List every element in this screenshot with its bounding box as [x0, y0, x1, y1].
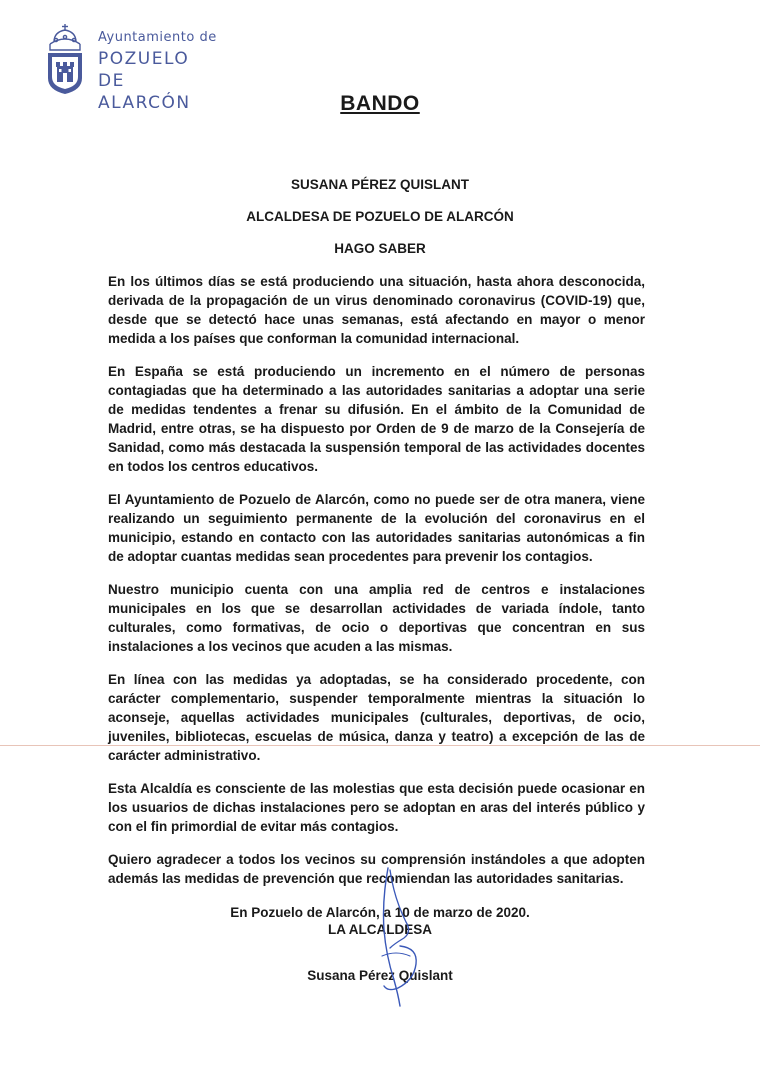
paragraph: El Ayuntamiento de Pozuelo de Alarcón, como no puede ser de otra manera, viene realizando un seguimiento permanente de la evolución del coronavirus en el municipio, estando en contacto con las autoridades sanitarias autonómicas a fin de adoptar cuantas medidas sean procedentes para prevenir los contagios.	[108, 492, 645, 564]
signer-title: LA ALCALDESA	[328, 922, 432, 937]
document-body	[108, 272, 645, 902]
paragraph: En España se está produciendo un incremento en el número de personas contagiadas que ha determinado a las autoridades sanitarias a adoptar una serie de medidas tendentes a frenar su difusión. En el ámbito de la Comunidad de Madrid, entre otras, se ha dispuesto por Orden de 9 de marzo de la Consejería de Sanidad, como más destacada la suspensión temporal de las actividades docentes en todos los centros educativos.	[108, 364, 645, 474]
issuer-name: SUSANA PÉREZ QUISLANT	[290, 177, 469, 192]
municipal-logo	[42, 22, 222, 113]
org-line-2: POZUELO	[98, 49, 190, 69]
fold-line	[0, 745, 760, 746]
paragraph: En línea con las medidas ya adoptadas, se ha considerado procedente, con carácter complementario, suspender temporalmente mientras la situación lo aconseje, aquellas actividades municipales (culturales, deportivas, de ocio, juveniles, bibliotecas, escuelas de música, danza y teatro) a excepción de las de carácter administrativo.	[108, 672, 645, 763]
paragraph: Nuestro municipio cuenta con una amplia red de centros e instalaciones municipales en los que se desarrollan actividades de variada índole, tanto culturales, como formativas, de ocio o deportivas que concentran en sus instalaciones a los vecinos que acuden a las mismas.	[108, 582, 645, 654]
paragraph: En los últimos días se está produciendo una situación, hasta ahora desconocida, derivada de la propagación de un virus denominado coronavirus (COVID-19) que, desde que se detectó hace unas semanas, está afectando en mayor o menor medida a los países que conforman la comunidad internacional.	[108, 274, 645, 346]
org-line-1: Ayuntamiento de	[98, 30, 217, 45]
paragraph: Quiero agradecer a todos los vecinos su comprensión instándoles a que adopten además las medidas de prevención que recomiendan las autoridades sanitarias.	[108, 852, 645, 886]
issuer-role: ALCALDESA DE POZUELO DE ALARCÓN	[246, 209, 514, 224]
signer-name: Susana Pérez Quislant	[307, 968, 453, 983]
handwritten-signature	[360, 860, 430, 1010]
org-line-3: DE ALARCÓN	[98, 71, 191, 113]
paragraph: Esta Alcaldía es consciente de las molestias que esta decisión puede ocasionar en los usuarios de dichas instalaciones pero se adoptan en aras del interés público y con el fin primordial de evitar más contagios.	[108, 781, 645, 834]
proclamation: HAGO SABER	[334, 241, 426, 256]
document-title: BANDO	[340, 92, 420, 115]
place-date: En Pozuelo de Alarcón, a 10 de marzo de 2020.	[230, 905, 530, 920]
coat-of-arms-icon	[42, 22, 88, 96]
